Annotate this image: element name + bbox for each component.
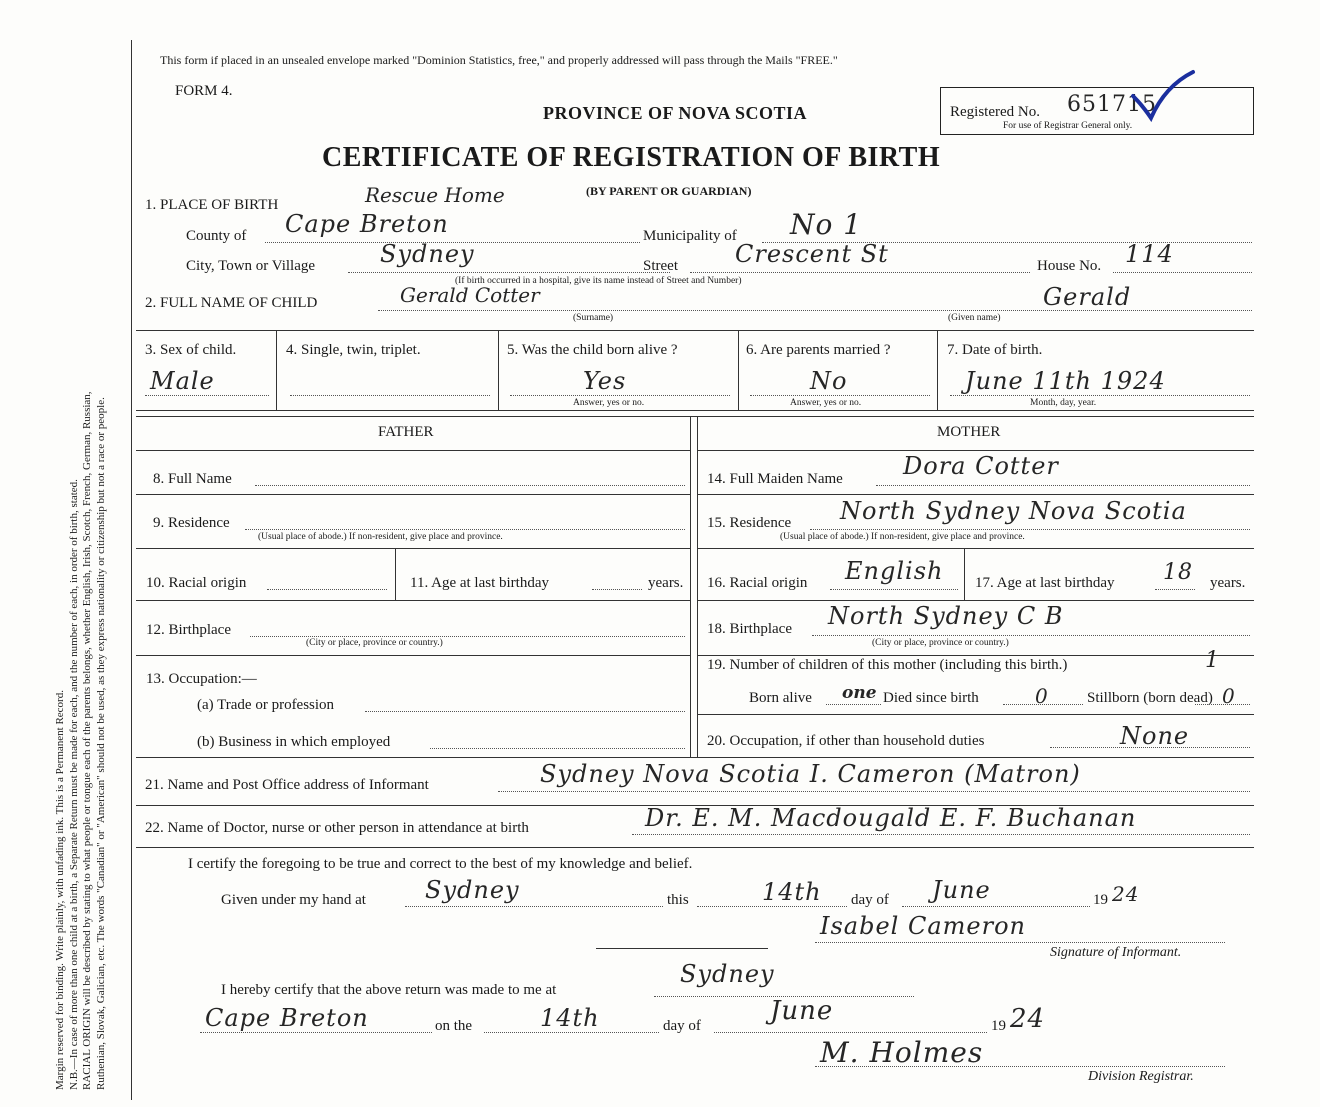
child-name-label: 2. FULL NAME OF CHILD	[145, 295, 318, 311]
father-birthplace-label: 12. Birthplace	[146, 622, 231, 638]
father-age-label: 11. Age at last birthday	[410, 575, 549, 591]
margin-note-2: N.B.—In case of more than one child at a birth, a Separate Return must be made for each, and the number of each, in order of birth, stated.	[67, 479, 80, 1090]
mother-birthplace-label: 18. Birthplace	[707, 621, 792, 637]
dob-label: 7. Date of birth.	[947, 342, 1043, 358]
surname-caption: (Surname)	[573, 313, 614, 323]
mother-name-value: Dora Cotter	[903, 452, 1059, 480]
city-value: Sydney	[380, 240, 475, 268]
plurality-label: 4. Single, twin, triplet.	[286, 342, 421, 358]
mother-birthplace-value: North Sydney C B	[828, 602, 1064, 630]
registrar-note: For use of Registrar General only.	[1003, 121, 1133, 131]
margin-note-1: Margin reserved for binding. Write plainly, with unfading ink. This is a Permanent Record.	[54, 690, 66, 1090]
mother-racial-label: 16. Racial origin	[707, 575, 808, 591]
father-birthplace-caption: (City or place, province or country.)	[306, 638, 443, 648]
place-of-birth-label: 1. PLACE OF BIRTH	[145, 197, 279, 213]
registrar-county-value: Cape Breton	[205, 1004, 369, 1032]
attendant-label: 22. Name of Doctor, nurse or other person in attendance at birth	[145, 820, 529, 836]
given-day-of-label: day of	[851, 892, 889, 908]
mother-age-suffix: years.	[1210, 575, 1246, 591]
form-number: FORM 4.	[175, 83, 233, 99]
mother-name-label: 14. Full Maiden Name	[707, 471, 843, 487]
married-caption: Answer, yes or no.	[790, 398, 862, 408]
mother-residence-caption: (Usual place of abode.) If non-resident, give place and province.	[780, 532, 1025, 542]
given-place-value: Sydney	[425, 876, 520, 904]
registrar-day-of-label: day of	[663, 1018, 701, 1034]
house-value: 114	[1125, 240, 1174, 268]
father-occupation-label: 13. Occupation:—	[146, 671, 257, 687]
registrar-year-value: 24	[1010, 1004, 1046, 1034]
stillborn-value: 0	[1222, 684, 1235, 708]
registrar-on-the-label: on the	[435, 1018, 473, 1034]
father-racial-label: 10. Racial origin	[146, 575, 247, 591]
check-mark-icon	[1129, 66, 1199, 128]
given-day-value: 14th	[762, 878, 822, 906]
father-name-label: 8. Full Name	[153, 471, 232, 487]
mother-age-value: 18	[1163, 560, 1193, 585]
alive-caption: Answer, yes or no.	[573, 398, 645, 408]
informant-signature: Isabel Cameron	[820, 912, 1026, 940]
county-value: Cape Breton	[285, 210, 449, 238]
dob-value: June 11th 1924	[965, 367, 1166, 395]
child-surname-value: Gerald Cotter	[400, 283, 540, 307]
place-of-birth-value: Rescue Home	[365, 183, 505, 207]
mother-occupation-label: 20. Occupation, if other than household duties	[707, 733, 985, 749]
certification-statement: I certify the foregoing to be true and correct to the best of my knowledge and belief.	[188, 856, 693, 872]
died-since-birth-label: Died since birth	[883, 690, 979, 706]
house-label: House No.	[1037, 258, 1102, 274]
certificate-subtitle: (BY PARENT OR GUARDIAN)	[586, 184, 752, 198]
informant-value: Sydney Nova Scotia I. Cameron (Matron)	[540, 760, 1081, 788]
died-since-birth-value: 0	[1035, 684, 1048, 708]
father-trade-label: (a) Trade or profession	[197, 697, 335, 713]
this-label: this	[667, 892, 689, 908]
alive-label: 5. Was the child born alive ?	[507, 342, 678, 358]
margin-note-4: Ruthenian, Slovak, Galician, etc. The words "Canadian" or "American" should not be used, as they express nationality or citizenship but not a race or people.	[94, 397, 107, 1090]
given-under-hand-label: Given under my hand at	[221, 892, 366, 908]
given-caption: (Given name)	[948, 313, 1001, 323]
registrar-signature: M. Holmes	[820, 1036, 984, 1069]
born-alive-label: Born alive	[749, 690, 812, 706]
mother-age-label: 17. Age at last birthday	[975, 575, 1115, 591]
registrar-statement: I hereby certify that the above return was made to me at	[221, 982, 557, 998]
stillborn-label: Stillborn (born dead)	[1087, 690, 1213, 706]
registrar-month-value: June	[770, 996, 834, 1026]
father-heading: FATHER	[378, 424, 434, 440]
margin-note-3: RACIAL ORIGIN will be described by stating to what people or tongue each of the parents belongs, whether English, Irish, Scotch, French, German, Russian,	[81, 391, 93, 1090]
married-label: 6. Are parents married ?	[746, 342, 891, 358]
mail-notice: This form if placed in an unsealed envelope marked "Dominion Statistics, free," and properly addressed will pass through the Mails "FREE."	[160, 53, 838, 67]
street-value: Crescent St	[735, 240, 889, 268]
informant-label: 21. Name and Post Office address of Informant	[145, 777, 429, 793]
given-year-value: 24	[1112, 882, 1140, 906]
father-age-suffix: years.	[648, 575, 684, 591]
mother-birthplace-caption: (City or place, province or country.)	[872, 638, 1009, 648]
mother-occupation-value: None	[1120, 722, 1190, 750]
father-business-label: (b) Business in which employed	[197, 734, 391, 750]
registered-number: 651715	[1067, 92, 1157, 117]
municipality-label: Municipality of	[643, 228, 737, 244]
certificate-title: CERTIFICATE OF REGISTRATION OF BIRTH	[322, 142, 941, 173]
sex-value: Male	[150, 367, 215, 395]
registrar-place-value: Sydney	[680, 960, 775, 988]
registrar-caption: Division Registrar.	[1088, 1069, 1194, 1084]
dob-caption: Month, day, year.	[1030, 398, 1097, 408]
registrar-year-prefix: 19	[991, 1018, 1006, 1034]
county-label: County of	[186, 228, 247, 244]
mother-residence-label: 15. Residence	[707, 515, 792, 531]
father-residence-caption: (Usual place of abode.) If non-resident, give place and province.	[258, 532, 503, 542]
hospital-note: (If birth occurred in a hospital, give its name instead of Street and Number)	[455, 276, 742, 286]
municipality-value: No 1	[790, 208, 863, 241]
mother-residence-value: North Sydney Nova Scotia	[840, 497, 1187, 525]
binding-margin-line	[131, 40, 132, 1100]
child-given-value: Gerald	[1043, 283, 1132, 311]
sex-label: 3. Sex of child.	[145, 342, 237, 358]
registered-label: Registered No.	[950, 104, 1040, 120]
mother-children-label: 19. Number of children of this mother (including this birth.)	[707, 657, 1068, 673]
attendant-value: Dr. E. M. Macdougald E. F. Buchanan	[645, 804, 1137, 832]
informant-signature-caption: Signature of Informant.	[1050, 945, 1182, 960]
mother-racial-value: English	[845, 557, 944, 585]
city-label: City, Town or Village	[186, 258, 316, 274]
registrar-day-value: 14th	[540, 1004, 600, 1032]
mother-heading: MOTHER	[937, 424, 1001, 440]
province-heading: PROVINCE OF NOVA SCOTIA	[543, 103, 808, 123]
registration-box	[940, 87, 1254, 135]
mother-children-value: 1	[1205, 648, 1220, 673]
given-month-value: June	[932, 876, 991, 904]
father-residence-label: 9. Residence	[153, 515, 230, 531]
margin-notes	[54, 391, 108, 1090]
married-value: No	[810, 367, 848, 395]
born-alive-value: one	[842, 683, 877, 703]
street-label: Street	[643, 258, 678, 274]
given-year-prefix: 19	[1093, 892, 1108, 908]
alive-value: Yes	[583, 367, 627, 395]
